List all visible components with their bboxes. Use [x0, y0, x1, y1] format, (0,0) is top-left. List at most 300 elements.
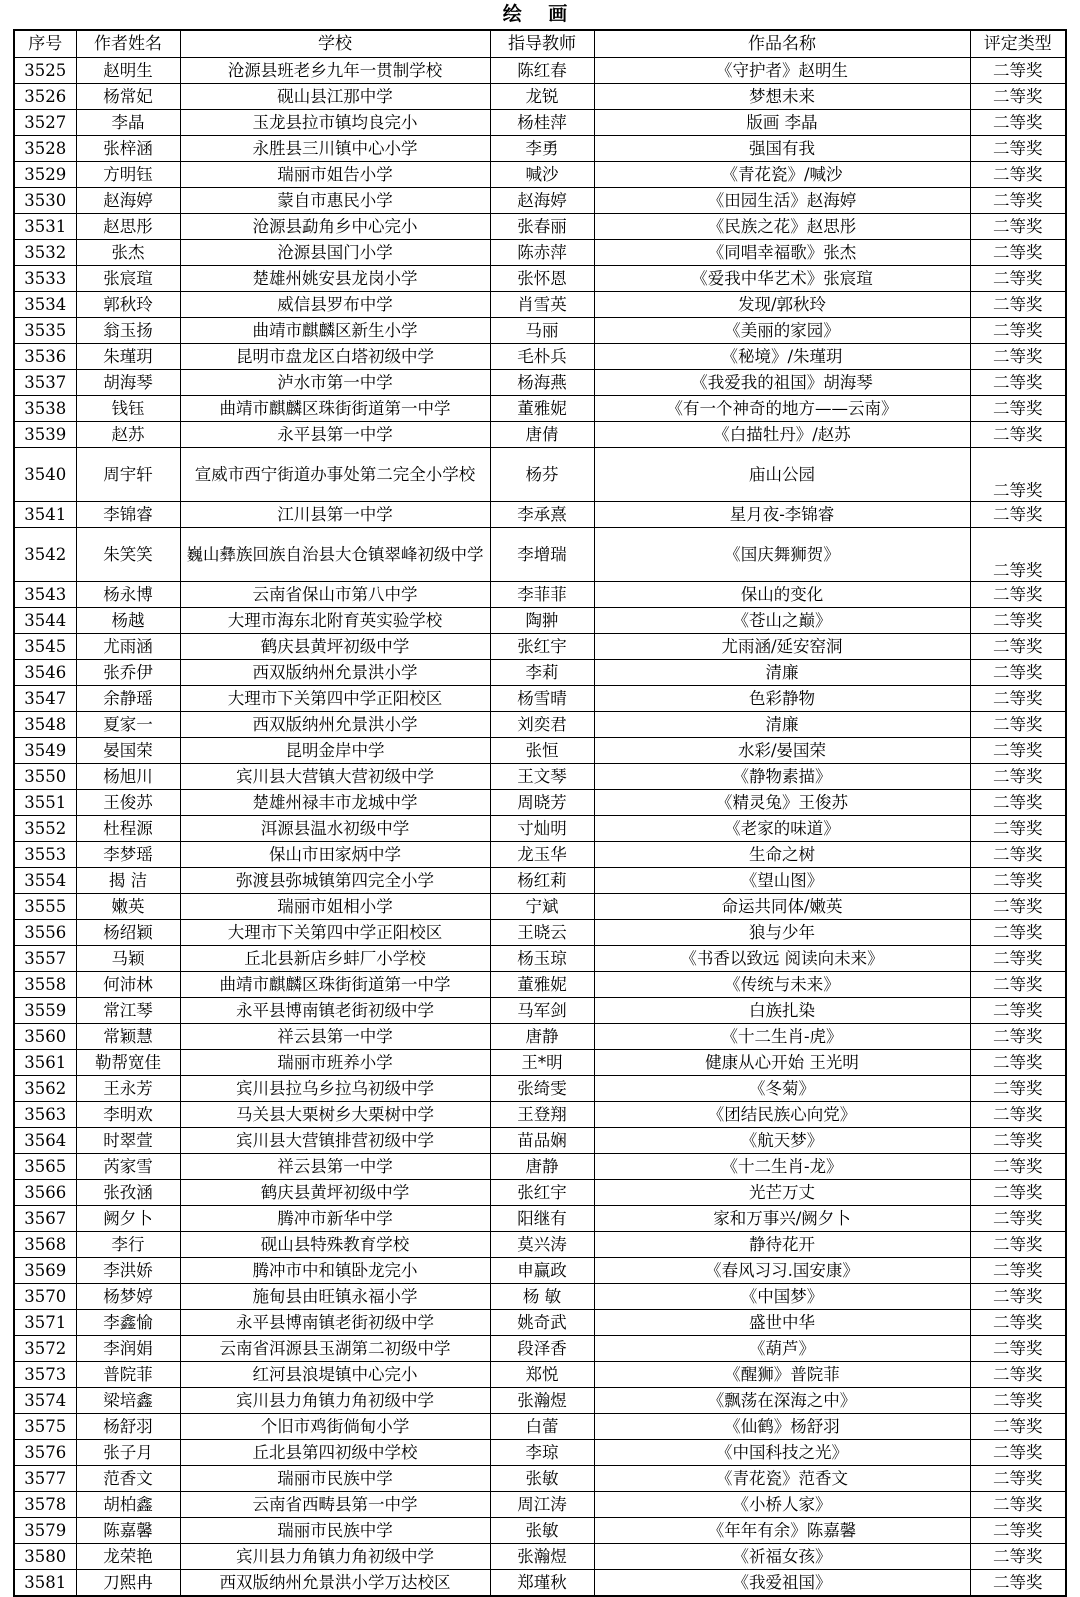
cell-work: 《同唱幸福歌》张杰: [594, 240, 970, 266]
cell-teacher: 陈赤萍: [490, 240, 594, 266]
cell-award: 二等奖: [970, 790, 1066, 816]
cell-award: 二等奖: [970, 292, 1066, 318]
cell-index: 3552: [14, 816, 76, 842]
cell-school: 砚山县特殊教育学校: [180, 1232, 490, 1258]
cell-school: 宾川县大营镇大营初级中学: [180, 764, 490, 790]
cell-index: 3553: [14, 842, 76, 868]
cell-index: 3577: [14, 1466, 76, 1492]
column-header-school: 学校: [180, 30, 490, 58]
cell-school: 祥云县第一中学: [180, 1024, 490, 1050]
cell-work: 白族扎染: [594, 998, 970, 1024]
cell-index: 3572: [14, 1336, 76, 1362]
cell-work: 《年年有余》陈嘉馨: [594, 1518, 970, 1544]
cell-teacher: 姚奇武: [490, 1310, 594, 1336]
cell-author: 钱钰: [76, 396, 180, 422]
cell-work: 《我爱祖国》: [594, 1570, 970, 1597]
cell-award: 二等奖: [970, 58, 1066, 84]
cell-index: 3570: [14, 1284, 76, 1310]
cell-award: 二等奖: [970, 162, 1066, 188]
cell-award: 二等奖: [970, 396, 1066, 422]
cell-school: 祥云县第一中学: [180, 1154, 490, 1180]
cell-author: 赵明生: [76, 58, 180, 84]
cell-school: 瑞丽市班养小学: [180, 1050, 490, 1076]
cell-author: 阙夕卜: [76, 1206, 180, 1232]
cell-work: 《小桥人家》: [594, 1492, 970, 1518]
cell-teacher: 周江涛: [490, 1492, 594, 1518]
cell-work: 梦想未来: [594, 84, 970, 110]
cell-work: 《苍山之巅》: [594, 608, 970, 634]
table-row: [14, 946, 1066, 972]
cell-teacher: 杨桂萍: [490, 110, 594, 136]
cell-work: 色彩静物: [594, 686, 970, 712]
cell-teacher: 李勇: [490, 136, 594, 162]
cell-author: 李梦瑶: [76, 842, 180, 868]
cell-award: 二等奖: [970, 110, 1066, 136]
cell-index: 3557: [14, 946, 76, 972]
cell-work: 《老家的味道》: [594, 816, 970, 842]
table-row: [14, 842, 1066, 868]
cell-award: 二等奖: [970, 1258, 1066, 1284]
table-row: [14, 1024, 1066, 1050]
cell-work: 《爱我中华艺术》张宸瑄: [594, 266, 970, 292]
table-row: [14, 1102, 1066, 1128]
cell-author: 赵海婷: [76, 188, 180, 214]
cell-award: 二等奖: [970, 608, 1066, 634]
cell-teacher: 李增瑞: [490, 528, 594, 582]
cell-award: 二等奖: [970, 842, 1066, 868]
cell-school: 泸水市第一中学: [180, 370, 490, 396]
cell-school: 云南省保山市第八中学: [180, 582, 490, 608]
table-row: [14, 1284, 1066, 1310]
table-row: [14, 1570, 1066, 1597]
cell-author: 王俊苏: [76, 790, 180, 816]
award-results-table: [13, 29, 1067, 1597]
cell-school: 曲靖市麒麟区珠街街道第一中学: [180, 396, 490, 422]
cell-work: 《中国梦》: [594, 1284, 970, 1310]
cell-teacher: 唐静: [490, 1024, 594, 1050]
cell-teacher: 杨雪晴: [490, 686, 594, 712]
cell-school: 曲靖市麒麟区新生小学: [180, 318, 490, 344]
cell-school: 保山市田家炳中学: [180, 842, 490, 868]
cell-school: 宾川县拉乌乡拉乌初级中学: [180, 1076, 490, 1102]
cell-author: 张梓涵: [76, 136, 180, 162]
cell-author: 嫩英: [76, 894, 180, 920]
table-header-row: [14, 30, 1066, 58]
table-row: [14, 816, 1066, 842]
cell-school: 曲靖市麒麟区珠街街道第一中学: [180, 972, 490, 998]
cell-teacher: 张怀恩: [490, 266, 594, 292]
cell-award: 二等奖: [970, 1102, 1066, 1128]
cell-index: 3525: [14, 58, 76, 84]
table-row: [14, 1180, 1066, 1206]
cell-school: 永平县博南镇老街初级中学: [180, 1310, 490, 1336]
cell-index: 3548: [14, 712, 76, 738]
cell-school: 腾冲市新华中学: [180, 1206, 490, 1232]
table-row: [14, 920, 1066, 946]
cell-work: 清廉: [594, 660, 970, 686]
cell-work: 《有一个神奇的地方——云南》: [594, 396, 970, 422]
cell-author: 周宇轩: [76, 448, 180, 502]
cell-award: 二等奖: [970, 1232, 1066, 1258]
cell-teacher: 郑瑾秋: [490, 1570, 594, 1597]
cell-award: 二等奖: [970, 1180, 1066, 1206]
cell-index: 3561: [14, 1050, 76, 1076]
table-row: [14, 868, 1066, 894]
cell-author: 杨绍颖: [76, 920, 180, 946]
cell-teacher: 龙锐: [490, 84, 594, 110]
cell-index: 3579: [14, 1518, 76, 1544]
cell-work: 《我爱我的祖国》胡海琴: [594, 370, 970, 396]
cell-school: 玉龙县拉市镇均良完小: [180, 110, 490, 136]
cell-school: 沧源县勐角乡中心完小: [180, 214, 490, 240]
cell-teacher: 肖雪英: [490, 292, 594, 318]
cell-award: 二等奖: [970, 502, 1066, 528]
cell-school: 瑞丽市姐相小学: [180, 894, 490, 920]
cell-work: 清廉: [594, 712, 970, 738]
cell-author: 杨旭川: [76, 764, 180, 790]
cell-school: 楚雄州禄丰市龙城中学: [180, 790, 490, 816]
table-row: [14, 396, 1066, 422]
cell-school: 蒙自市惠民小学: [180, 188, 490, 214]
cell-work: 《春风习习.国安康》: [594, 1258, 970, 1284]
cell-work: 版画 李晶: [594, 110, 970, 136]
cell-index: 3527: [14, 110, 76, 136]
cell-school: 鹤庆县黄坪初级中学: [180, 1180, 490, 1206]
cell-award: 二等奖: [970, 1336, 1066, 1362]
table-row: [14, 608, 1066, 634]
cell-work: 《中国科技之光》: [594, 1440, 970, 1466]
table-row: [14, 1492, 1066, 1518]
cell-work: 《田园生活》赵海婷: [594, 188, 970, 214]
cell-author: 朱笑笑: [76, 528, 180, 582]
cell-index: 3539: [14, 422, 76, 448]
table-header: [14, 30, 1066, 58]
cell-work: 健康从心开始 王光明: [594, 1050, 970, 1076]
table-row: [14, 998, 1066, 1024]
cell-school: 西双版纳州允景洪小学: [180, 660, 490, 686]
cell-work: 《传统与未来》: [594, 972, 970, 998]
cell-author: 芮家雪: [76, 1154, 180, 1180]
cell-school: 丘北县第四初级中学校: [180, 1440, 490, 1466]
cell-teacher: 唐静: [490, 1154, 594, 1180]
cell-teacher: 莫兴涛: [490, 1232, 594, 1258]
cell-award: 二等奖: [970, 528, 1066, 582]
cell-award: 二等奖: [970, 686, 1066, 712]
cell-teacher: 王登翔: [490, 1102, 594, 1128]
cell-author: 郭秋玲: [76, 292, 180, 318]
cell-index: 3568: [14, 1232, 76, 1258]
cell-author: 李明欢: [76, 1102, 180, 1128]
table-row: [14, 370, 1066, 396]
cell-award: 二等奖: [970, 1544, 1066, 1570]
cell-work: 《美丽的家园》: [594, 318, 970, 344]
cell-teacher: 张绮雯: [490, 1076, 594, 1102]
cell-teacher: 申赢政: [490, 1258, 594, 1284]
cell-author: 陈嘉馨: [76, 1518, 180, 1544]
cell-author: 李鑫愉: [76, 1310, 180, 1336]
cell-author: 张孜涵: [76, 1180, 180, 1206]
cell-index: 3565: [14, 1154, 76, 1180]
cell-author: 晏国荣: [76, 738, 180, 764]
cell-teacher: 苗品娴: [490, 1128, 594, 1154]
cell-teacher: 马军剑: [490, 998, 594, 1024]
cell-award: 二等奖: [970, 816, 1066, 842]
table-row: [14, 790, 1066, 816]
column-header-teacher: 指导教师: [490, 30, 594, 58]
cell-author: 胡柏鑫: [76, 1492, 180, 1518]
cell-work: 命运共同体/嫩英: [594, 894, 970, 920]
cell-work: 发现/郭秋玲: [594, 292, 970, 318]
column-header-index: 序号: [14, 30, 76, 58]
cell-author: 时翠萱: [76, 1128, 180, 1154]
table-row: [14, 1362, 1066, 1388]
cell-award: 二等奖: [970, 998, 1066, 1024]
cell-author: 赵苏: [76, 422, 180, 448]
cell-school: 施甸县由旺镇永福小学: [180, 1284, 490, 1310]
cell-work: 庙山公园: [594, 448, 970, 502]
cell-author: 常江琴: [76, 998, 180, 1024]
table-row: [14, 162, 1066, 188]
cell-award: 二等奖: [970, 1206, 1066, 1232]
cell-teacher: 张春丽: [490, 214, 594, 240]
cell-index: 3534: [14, 292, 76, 318]
cell-award: 二等奖: [970, 214, 1066, 240]
cell-author: 胡海琴: [76, 370, 180, 396]
cell-author: 杨舒羽: [76, 1414, 180, 1440]
cell-teacher: 阳继有: [490, 1206, 594, 1232]
cell-author: 赵思彤: [76, 214, 180, 240]
cell-school: 沧源县班老乡九年一贯制学校: [180, 58, 490, 84]
cell-author: 杨永博: [76, 582, 180, 608]
cell-author: 杜程源: [76, 816, 180, 842]
cell-award: 二等奖: [970, 764, 1066, 790]
cell-work: 《守护者》赵明生: [594, 58, 970, 84]
cell-award: 二等奖: [970, 1076, 1066, 1102]
cell-index: 3573: [14, 1362, 76, 1388]
cell-teacher: 杨红莉: [490, 868, 594, 894]
cell-award: 二等奖: [970, 712, 1066, 738]
cell-teacher: 龙玉华: [490, 842, 594, 868]
cell-school: 洱源县温水初级中学: [180, 816, 490, 842]
table-row: [14, 58, 1066, 84]
table-row: [14, 660, 1066, 686]
cell-index: 3536: [14, 344, 76, 370]
cell-index: 3535: [14, 318, 76, 344]
table-row: [14, 764, 1066, 790]
cell-school: 宾川县大营镇排营初级中学: [180, 1128, 490, 1154]
table-row: [14, 1050, 1066, 1076]
cell-author: 张子月: [76, 1440, 180, 1466]
cell-work: 《仙鹤》杨舒羽: [594, 1414, 970, 1440]
table-row: [14, 1076, 1066, 1102]
cell-work: 家和万事兴/阙夕卜: [594, 1206, 970, 1232]
table-row: [14, 1388, 1066, 1414]
cell-award: 二等奖: [970, 1154, 1066, 1180]
cell-author: 李洪娇: [76, 1258, 180, 1284]
cell-school: 江川县第一中学: [180, 502, 490, 528]
table-row: [14, 1518, 1066, 1544]
table-row: [14, 894, 1066, 920]
cell-teacher: 李菲菲: [490, 582, 594, 608]
cell-author: 王永芳: [76, 1076, 180, 1102]
cell-school: 大理市下关第四中学正阳校区: [180, 920, 490, 946]
cell-teacher: 陶翀: [490, 608, 594, 634]
cell-teacher: 马丽: [490, 318, 594, 344]
cell-index: 3563: [14, 1102, 76, 1128]
cell-work: 《十二生肖-龙》: [594, 1154, 970, 1180]
cell-school: 永平县第一中学: [180, 422, 490, 448]
cell-author: 朱瑾玥: [76, 344, 180, 370]
cell-work: 《白描牡丹》/赵苏: [594, 422, 970, 448]
cell-index: 3543: [14, 582, 76, 608]
cell-index: 3551: [14, 790, 76, 816]
cell-teacher: 赵海婷: [490, 188, 594, 214]
cell-work: 生命之树: [594, 842, 970, 868]
cell-index: 3541: [14, 502, 76, 528]
table-row: [14, 1336, 1066, 1362]
cell-index: 3530: [14, 188, 76, 214]
table-row: [14, 1544, 1066, 1570]
cell-index: 3529: [14, 162, 76, 188]
cell-index: 3566: [14, 1180, 76, 1206]
cell-teacher: 刘奕君: [490, 712, 594, 738]
table-row: [14, 686, 1066, 712]
cell-work: 《航天梦》: [594, 1128, 970, 1154]
cell-teacher: 寸灿明: [490, 816, 594, 842]
table-row: [14, 1466, 1066, 1492]
cell-work: 《精灵兔》王俊苏: [594, 790, 970, 816]
cell-award: 二等奖: [970, 1518, 1066, 1544]
cell-award: 二等奖: [970, 946, 1066, 972]
table-row: [14, 582, 1066, 608]
cell-work: 星月夜-李锦睿: [594, 502, 970, 528]
cell-teacher: 王文琴: [490, 764, 594, 790]
cell-teacher: 宁斌: [490, 894, 594, 920]
cell-award: 二等奖: [970, 972, 1066, 998]
cell-teacher: 董雅妮: [490, 972, 594, 998]
cell-index: 3574: [14, 1388, 76, 1414]
cell-school: 西双版纳州允景洪小学: [180, 712, 490, 738]
cell-school: 大理市海东北附育英实验学校: [180, 608, 490, 634]
cell-work: 尤雨涵/延安窑洞: [594, 634, 970, 660]
cell-index: 3575: [14, 1414, 76, 1440]
table-row: [14, 972, 1066, 998]
cell-award: 二等奖: [970, 240, 1066, 266]
cell-index: 3571: [14, 1310, 76, 1336]
cell-index: 3580: [14, 1544, 76, 1570]
table-row: [14, 344, 1066, 370]
cell-teacher: 张红宇: [490, 634, 594, 660]
cell-teacher: 张恒: [490, 738, 594, 764]
cell-award: 二等奖: [970, 318, 1066, 344]
cell-award: 二等奖: [970, 634, 1066, 660]
cell-index: 3545: [14, 634, 76, 660]
cell-school: 威信县罗布中学: [180, 292, 490, 318]
cell-award: 二等奖: [970, 1128, 1066, 1154]
cell-school: 宾川县力角镇力角初级中学: [180, 1544, 490, 1570]
cell-work: 静待花开: [594, 1232, 970, 1258]
cell-award: 二等奖: [970, 266, 1066, 292]
cell-school: 瑞丽市民族中学: [180, 1466, 490, 1492]
cell-award: 二等奖: [970, 448, 1066, 502]
cell-index: 3537: [14, 370, 76, 396]
cell-index: 3562: [14, 1076, 76, 1102]
cell-work: 《冬菊》: [594, 1076, 970, 1102]
cell-school: 个旧市鸡街倘甸小学: [180, 1414, 490, 1440]
cell-school: 宾川县力角镇力角初级中学: [180, 1388, 490, 1414]
cell-school: 瑞丽市姐告小学: [180, 162, 490, 188]
cell-award: 二等奖: [970, 84, 1066, 110]
cell-teacher: 喊沙: [490, 162, 594, 188]
cell-award: 二等奖: [970, 1492, 1066, 1518]
cell-award: 二等奖: [970, 920, 1066, 946]
cell-work: 盛世中华: [594, 1310, 970, 1336]
cell-school: 云南省洱源县玉湖第二初级中学: [180, 1336, 490, 1362]
cell-award: 二等奖: [970, 1024, 1066, 1050]
cell-index: 3540: [14, 448, 76, 502]
cell-author: 张杰: [76, 240, 180, 266]
cell-award: 二等奖: [970, 136, 1066, 162]
cell-work: 《祈福女孩》: [594, 1544, 970, 1570]
cell-award: 二等奖: [970, 868, 1066, 894]
table-row: [14, 738, 1066, 764]
cell-work: 《醒狮》普院菲: [594, 1362, 970, 1388]
cell-award: 二等奖: [970, 1440, 1066, 1466]
cell-school: 弥渡县弥城镇第四完全小学: [180, 868, 490, 894]
cell-work: 《望山图》: [594, 868, 970, 894]
cell-index: 3528: [14, 136, 76, 162]
cell-author: 龙荣艳: [76, 1544, 180, 1570]
cell-school: 永平县博南镇老街初级中学: [180, 998, 490, 1024]
column-header-award: 评定类型: [970, 30, 1066, 58]
cell-teacher: 董雅妮: [490, 396, 594, 422]
table-row: [14, 110, 1066, 136]
column-header-work: 作品名称: [594, 30, 970, 58]
cell-award: 二等奖: [970, 1050, 1066, 1076]
cell-index: 3564: [14, 1128, 76, 1154]
cell-work: 保山的变化: [594, 582, 970, 608]
cell-award: 二等奖: [970, 1388, 1066, 1414]
cell-award: 二等奖: [970, 738, 1066, 764]
cell-index: 3555: [14, 894, 76, 920]
cell-school: 云南省西畴县第一中学: [180, 1492, 490, 1518]
cell-teacher: 张红宇: [490, 1180, 594, 1206]
cell-index: 3546: [14, 660, 76, 686]
table-row: [14, 1128, 1066, 1154]
cell-teacher: 李承熹: [490, 502, 594, 528]
cell-work: 强国有我: [594, 136, 970, 162]
cell-author: 勒帮宽佳: [76, 1050, 180, 1076]
cell-school: 丘北县新店乡蚌厂小学校: [180, 946, 490, 972]
table-row: [14, 1310, 1066, 1336]
table-row: [14, 318, 1066, 344]
cell-index: 3558: [14, 972, 76, 998]
cell-work: 《书香以致远 阅读向未来》: [594, 946, 970, 972]
cell-teacher: 段泽香: [490, 1336, 594, 1362]
cell-school: 鹤庆县黄坪初级中学: [180, 634, 490, 660]
table-body: [14, 58, 1066, 1597]
column-header-author: 作者姓名: [76, 30, 180, 58]
cell-teacher: 张瀚煜: [490, 1544, 594, 1570]
cell-index: 3549: [14, 738, 76, 764]
cell-work: 《静物素描》: [594, 764, 970, 790]
cell-teacher: 杨芬: [490, 448, 594, 502]
cell-work: 《秘境》/朱瑾玥: [594, 344, 970, 370]
table-row: [14, 528, 1066, 582]
cell-school: 瑞丽市民族中学: [180, 1518, 490, 1544]
table-row: [14, 1414, 1066, 1440]
cell-school: 沧源县国门小学: [180, 240, 490, 266]
